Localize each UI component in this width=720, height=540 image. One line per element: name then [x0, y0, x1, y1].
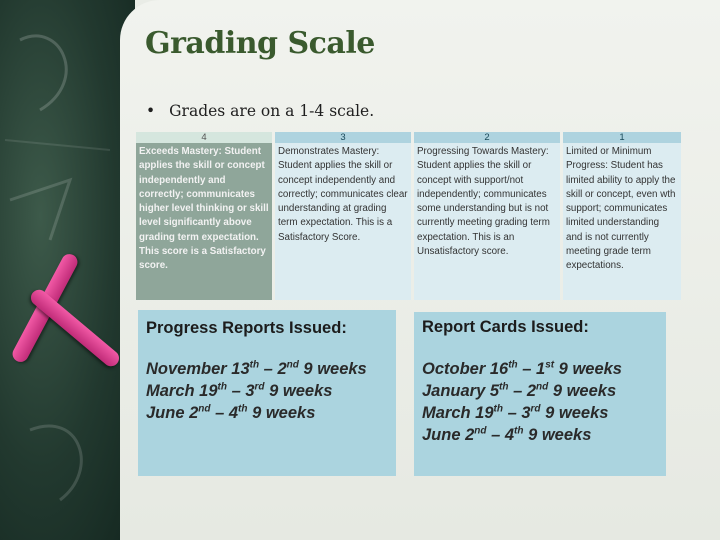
grade-description: Demonstrates Mastery: Student applies the skill or concept independently and correctly; communicates clear understanding at grading term expectation. This is a Satisfactory Score. [275, 143, 411, 300]
progress-reports-heading: Progress Reports Issued: [146, 319, 347, 337]
list-item: June 2nd – 4th 9 weeks [146, 403, 316, 422]
report-cards-box [414, 312, 666, 476]
chalkboard-background [0, 0, 135, 540]
grade-description: Progressing Towards Mastery: Student applies the skill or concept with support/not independently; communicates some understanding but is not currently meeting grading term expectation. This is an Unsatisfactory score. [414, 143, 560, 300]
list-item: June 2nd – 4th 9 weeks [422, 425, 592, 444]
grade-column-2 [414, 132, 560, 300]
grade-score: 4 [136, 132, 272, 143]
list-item: March 19th – 3rd 9 weeks [422, 403, 609, 422]
grade-score: 1 [563, 132, 681, 143]
bullet-text: Grades are on a 1-4 scale. [169, 102, 375, 120]
grade-column-4 [136, 132, 272, 300]
progress-reports-list [146, 358, 367, 424]
page-title: Grading Scale [145, 26, 375, 61]
grade-description: Limited or Minimum Progress: Student has limited ability to apply the skill or concept, even wth support; communicates limited understanding and is not currently meeting grade term expectations. [563, 143, 681, 300]
report-cards-list [422, 358, 622, 446]
progress-reports-box [138, 310, 396, 476]
grade-column-3 [275, 132, 411, 300]
report-cards-heading: Report Cards Issued: [422, 318, 589, 336]
grading-table [136, 132, 684, 300]
list-item: November 13th – 2nd 9 weeks [146, 359, 367, 378]
grade-column-1 [563, 132, 681, 300]
grade-score: 2 [414, 132, 560, 143]
list-item: March 19th – 3rd 9 weeks [146, 381, 333, 400]
grade-description: Exceeds Mastery: Student applies the skill or concept independently and correctly; communicates higher level thinking or skill level significantly above grading term expectation. This score is a Satisfactory score. [136, 143, 272, 300]
list-item: October 16th – 1st 9 weeks [422, 359, 622, 378]
bullet-point [146, 102, 374, 120]
bullet-marker: • [146, 102, 156, 120]
list-item: January 5th – 2nd 9 weeks [422, 381, 617, 400]
grade-score: 3 [275, 132, 411, 143]
